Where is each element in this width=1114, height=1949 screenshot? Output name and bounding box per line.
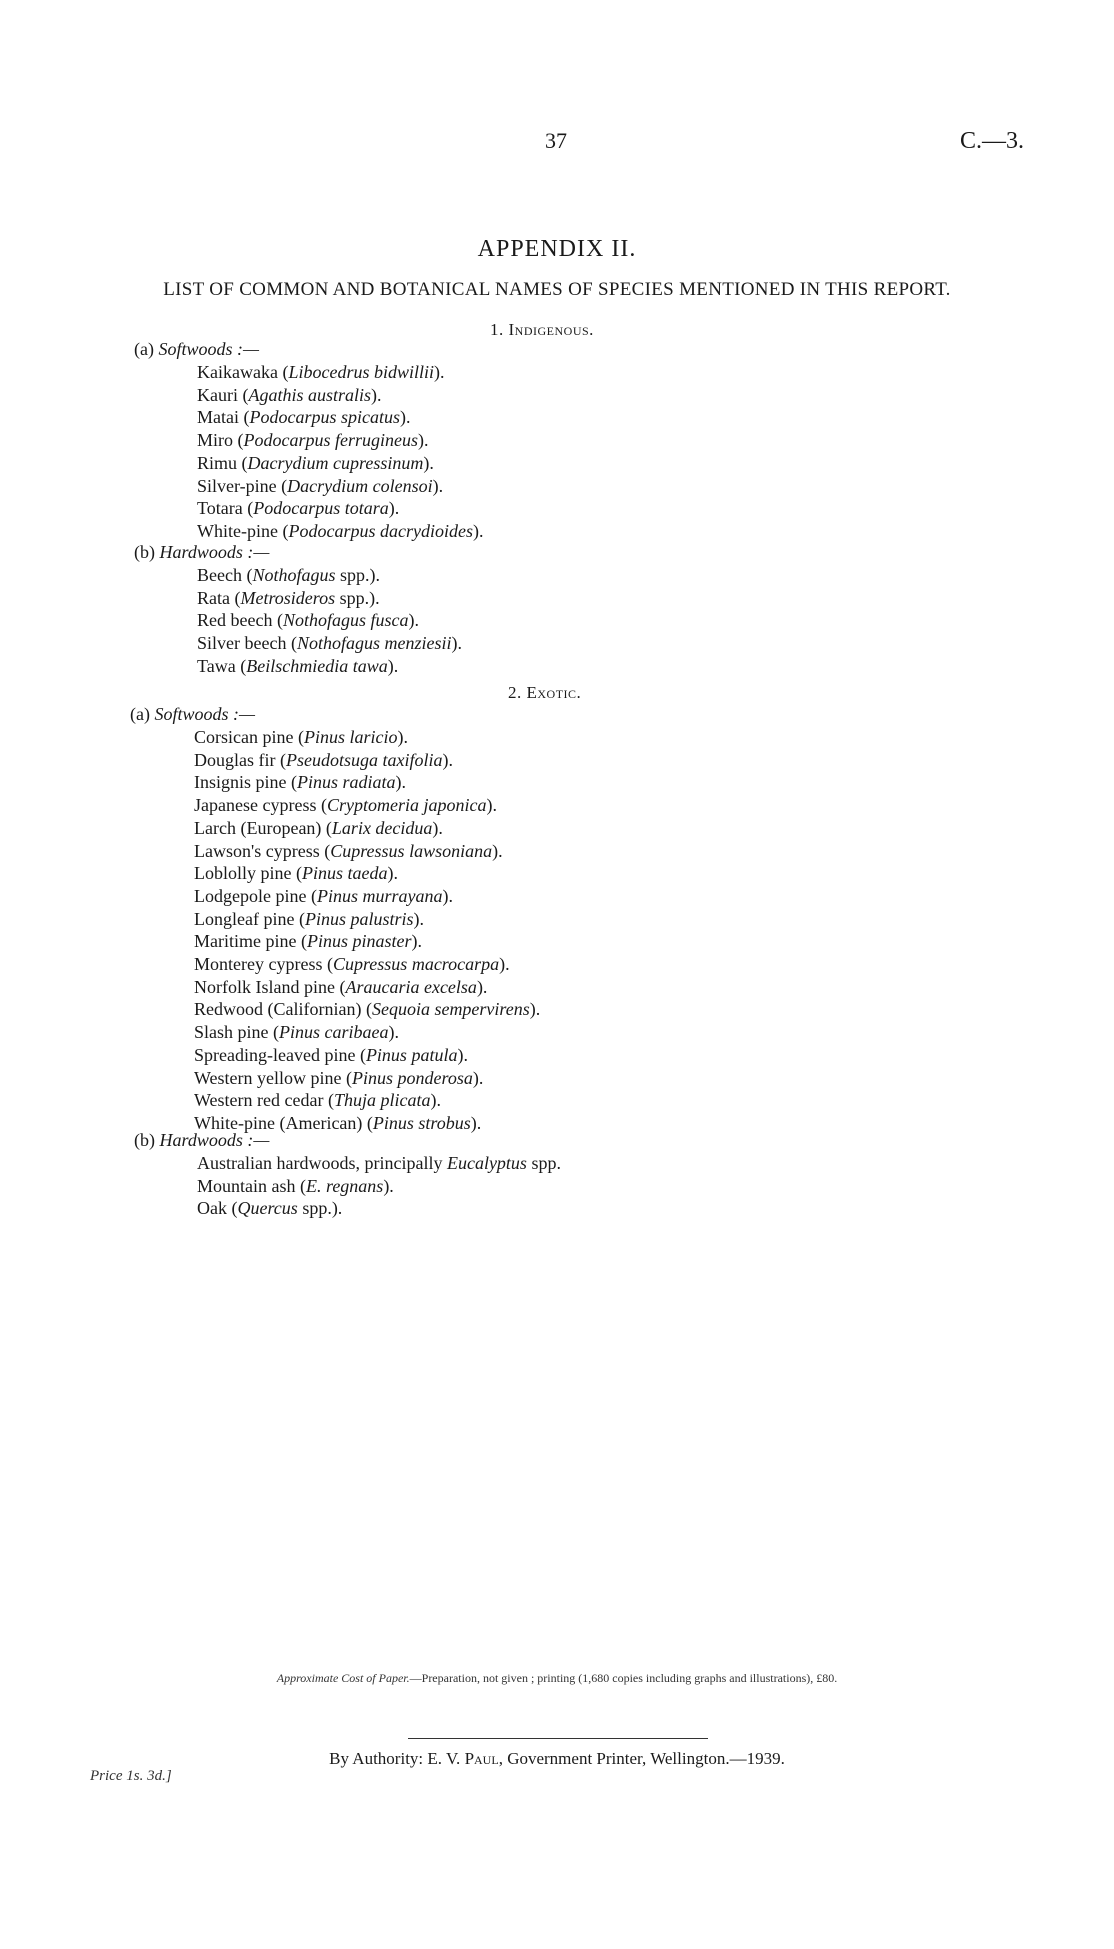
group-letter: (b) [134, 542, 155, 562]
entry-suffix: ). [472, 520, 484, 541]
botanical-name: E. regnans [305, 1175, 384, 1196]
section-heading-exotic [508, 683, 581, 703]
common-name: Larch (European) ( [194, 817, 332, 838]
entry-suffix: ). [457, 1044, 468, 1065]
botanical-name: Dacrydium cupressinum [247, 452, 424, 473]
group-label: Softwoods :— [158, 339, 259, 359]
botanical-name: Podocarpus dacrydioides [288, 520, 473, 541]
entry-suffix: ). [395, 772, 407, 793]
common-name: Silver beech ( [197, 633, 297, 654]
botanical-name: Podocarpus ferrugineus [243, 430, 418, 451]
indigenous-hardwoods-list [197, 564, 462, 678]
botanical-name: Quercus [237, 1198, 298, 1219]
common-name: Maritime pine ( [194, 931, 307, 952]
species-entry [194, 885, 540, 908]
species-entry [197, 475, 483, 498]
entry-suffix: ). [433, 362, 445, 382]
group-label: Softwoods :— [154, 704, 255, 724]
botanical-name: Pinus laricio [303, 727, 398, 747]
common-name: Kauri ( [197, 384, 249, 405]
group-heading-indigenous-softwoods [134, 339, 259, 360]
botanical-name: Metrosideros [240, 587, 336, 608]
entry-suffix: ). [476, 976, 488, 997]
species-entry [194, 976, 540, 999]
botanical-name: Pseudotsuga taxifolia [285, 749, 443, 770]
common-name: Silver-pine ( [197, 475, 288, 496]
common-name: Corsican pine ( [194, 727, 304, 747]
species-entry [194, 930, 540, 953]
species-entry [194, 794, 540, 817]
species-entry [197, 520, 483, 543]
entry-suffix: ). [529, 999, 541, 1020]
species-entry [197, 632, 462, 655]
botanical-name: Dacrydium colensoi [287, 475, 433, 496]
entry-suffix: ). [442, 749, 453, 770]
group-heading-exotic-softwoods [130, 704, 255, 725]
list-title: LIST OF COMMON AND BOTANICAL NAMES OF SPECIES MENTIONED IN THIS REPORT. [163, 279, 951, 300]
common-name: White-pine (American) ( [194, 1112, 373, 1133]
botanical-name: Pinus taeda [301, 863, 388, 884]
species-entry [194, 862, 540, 885]
entry-suffix: ). [388, 1022, 399, 1043]
species-entry [194, 998, 540, 1021]
group-letter: (a) [134, 339, 154, 359]
entry-suffix: ). [418, 430, 429, 451]
botanical-name: Agathis australis [248, 384, 372, 405]
common-name: Western red cedar ( [194, 1090, 334, 1111]
species-entry [194, 840, 540, 863]
entry-suffix: spp.). [335, 565, 380, 585]
cost-of-paper-note [0, 1671, 1114, 1686]
exotic-hardwoods-list [197, 1152, 561, 1220]
common-name: Insignis pine ( [194, 772, 297, 793]
botanical-name: Thuja plicata [333, 1090, 431, 1111]
common-name: Lawson's cypress ( [194, 840, 331, 861]
common-name: Japanese cypress ( [194, 795, 327, 816]
botanical-name: Pinus palustris [304, 908, 414, 929]
entry-suffix: ). [492, 840, 503, 861]
botanical-name: Pinus caribaea [279, 1022, 389, 1043]
appendix-title: APPENDIX II. [477, 236, 637, 262]
group-label: Hardwoods :— [159, 542, 270, 562]
species-entry [197, 361, 483, 384]
entry-suffix: ). [387, 655, 399, 676]
common-name: Douglas fir ( [194, 749, 286, 770]
species-entry [197, 1152, 561, 1175]
authority-name: Paul [464, 1749, 499, 1768]
entry-suffix: ). [383, 1175, 394, 1196]
entry-suffix: spp.). [297, 1198, 343, 1219]
common-name: Tawa ( [197, 655, 247, 676]
common-name: Rimu ( [197, 452, 248, 473]
botanical-name: Cupressus macrocarpa [332, 954, 500, 975]
species-entry [197, 497, 483, 520]
entry-suffix: ). [486, 795, 497, 816]
species-entry [197, 655, 462, 678]
entry-suffix: ). [430, 1090, 441, 1111]
botanical-name: Eucalyptus [446, 1153, 527, 1173]
printer-authority [0, 1749, 1114, 1769]
section-heading-indigenous [490, 320, 594, 340]
entry-suffix: ). [371, 384, 382, 405]
botanical-name: Pinus pinaster [306, 931, 412, 952]
species-entry [194, 726, 540, 749]
entry-suffix: ). [388, 498, 400, 519]
entry-suffix: ). [432, 817, 443, 838]
botanical-name: Pinus murrayana [316, 885, 443, 906]
common-name: Kaikawaka ( [197, 362, 289, 382]
botanical-name: Pinus radiata [297, 772, 396, 793]
price: Price 1s. 3d.] [90, 1768, 172, 1784]
common-name: Slash pine ( [194, 1022, 279, 1043]
botanical-name: Nothofagus fusca [282, 610, 409, 631]
botanical-name: Beilschmiedia tawa [246, 655, 388, 676]
entry-suffix: ). [411, 931, 422, 952]
species-entry [197, 1197, 561, 1220]
species-entry [194, 1021, 540, 1044]
entry-suffix: ). [399, 407, 411, 428]
group-letter: (a) [130, 704, 150, 724]
entry-suffix: ). [423, 452, 434, 473]
botanical-name: Nothofagus [252, 565, 336, 585]
cost-note-lead: Approximate Cost of Paper. [276, 1671, 410, 1685]
species-entry [197, 429, 483, 452]
species-entry [197, 384, 483, 407]
exotic-softwoods-list [194, 726, 540, 1135]
botanical-name: Sequoia sempervirens [371, 999, 530, 1020]
indigenous-softwoods-list [197, 361, 483, 543]
botanical-name: Pinus patula [365, 1044, 458, 1065]
species-entry [197, 609, 462, 632]
common-name: Mountain ash ( [197, 1175, 306, 1196]
group-letter: (b) [134, 1130, 155, 1150]
species-entry [194, 908, 540, 931]
group-label: Hardwoods :— [159, 1130, 270, 1150]
cost-note-text: —Preparation, not given ; printing (1,680 copies including graphs and illustrations), £80. [409, 1671, 838, 1685]
botanical-name: Pinus ponderosa [352, 1067, 473, 1088]
common-name: Rata ( [197, 587, 241, 608]
common-name: White-pine ( [197, 520, 289, 541]
group-heading-indigenous-hardwoods [134, 542, 269, 563]
common-name: Matai ( [197, 407, 250, 428]
species-entry [197, 564, 462, 587]
species-entry [197, 1175, 561, 1198]
botanical-name: Podocarpus spicatus [249, 407, 400, 428]
species-entry [194, 1044, 540, 1067]
common-name: Beech ( [197, 565, 253, 585]
authority-suffix: , Government Printer, Wellington.—1939. [498, 1749, 785, 1768]
species-entry [194, 953, 540, 976]
section-number: 1. [490, 320, 504, 339]
common-name: Spreading-leaved pine ( [194, 1044, 366, 1065]
common-name: Monterey cypress ( [194, 954, 333, 975]
species-entry [194, 749, 540, 772]
botanical-name: Nothofagus menziesii [296, 633, 452, 654]
entry-suffix: spp. [526, 1153, 561, 1173]
common-name: Redwood (Californian) ( [194, 999, 372, 1020]
common-name: Lodgepole pine ( [194, 885, 317, 906]
horizontal-rule [408, 1738, 708, 1739]
entry-suffix: spp.). [335, 587, 380, 608]
section-title: Indigenous. [508, 320, 594, 339]
botanical-name: Araucaria excelsa [345, 976, 477, 997]
common-name: Loblolly pine ( [194, 863, 302, 884]
entry-suffix: ). [470, 1112, 482, 1133]
botanical-name: Larix decidua [331, 817, 433, 838]
entry-suffix: ). [499, 954, 510, 975]
species-entry [194, 771, 540, 794]
species-entry [197, 452, 483, 475]
botanical-name: Libocedrus bidwillii [288, 362, 434, 382]
entry-suffix: ). [408, 610, 419, 631]
common-name: Totara ( [197, 498, 254, 519]
common-name: Red beech ( [197, 610, 283, 631]
group-heading-exotic-hardwoods [134, 1130, 269, 1151]
common-name: Longleaf pine ( [194, 908, 305, 929]
species-entry [194, 817, 540, 840]
botanical-name: Cryptomeria japonica [326, 795, 487, 816]
entry-suffix: ). [472, 1067, 484, 1088]
common-name: Western yellow pine ( [194, 1067, 353, 1088]
entry-suffix: ). [397, 727, 408, 747]
species-entry [194, 1089, 540, 1112]
authority-prefix: By Authority: E. V. [329, 1749, 465, 1768]
entry-suffix: ). [387, 863, 398, 884]
entry-suffix: ). [442, 885, 453, 906]
section-title: Exotic. [526, 683, 582, 702]
entry-suffix: ). [451, 633, 462, 654]
common-name: Australian hardwoods, principally [197, 1153, 447, 1173]
section-number: 2. [508, 683, 522, 702]
species-entry [197, 587, 462, 610]
botanical-name: Pinus strobus [372, 1112, 471, 1133]
page-number: 37 [545, 128, 567, 153]
document-reference: C.—3. [960, 128, 1025, 154]
common-name: Oak ( [197, 1198, 238, 1219]
species-entry [194, 1067, 540, 1090]
common-name: Miro ( [197, 430, 244, 451]
entry-suffix: ). [413, 908, 424, 929]
common-name: Norfolk Island pine ( [194, 976, 346, 997]
botanical-name: Cupressus lawsoniana [330, 840, 493, 861]
species-entry [197, 406, 483, 429]
entry-suffix: ). [432, 475, 444, 496]
botanical-name: Podocarpus totara [253, 498, 389, 519]
